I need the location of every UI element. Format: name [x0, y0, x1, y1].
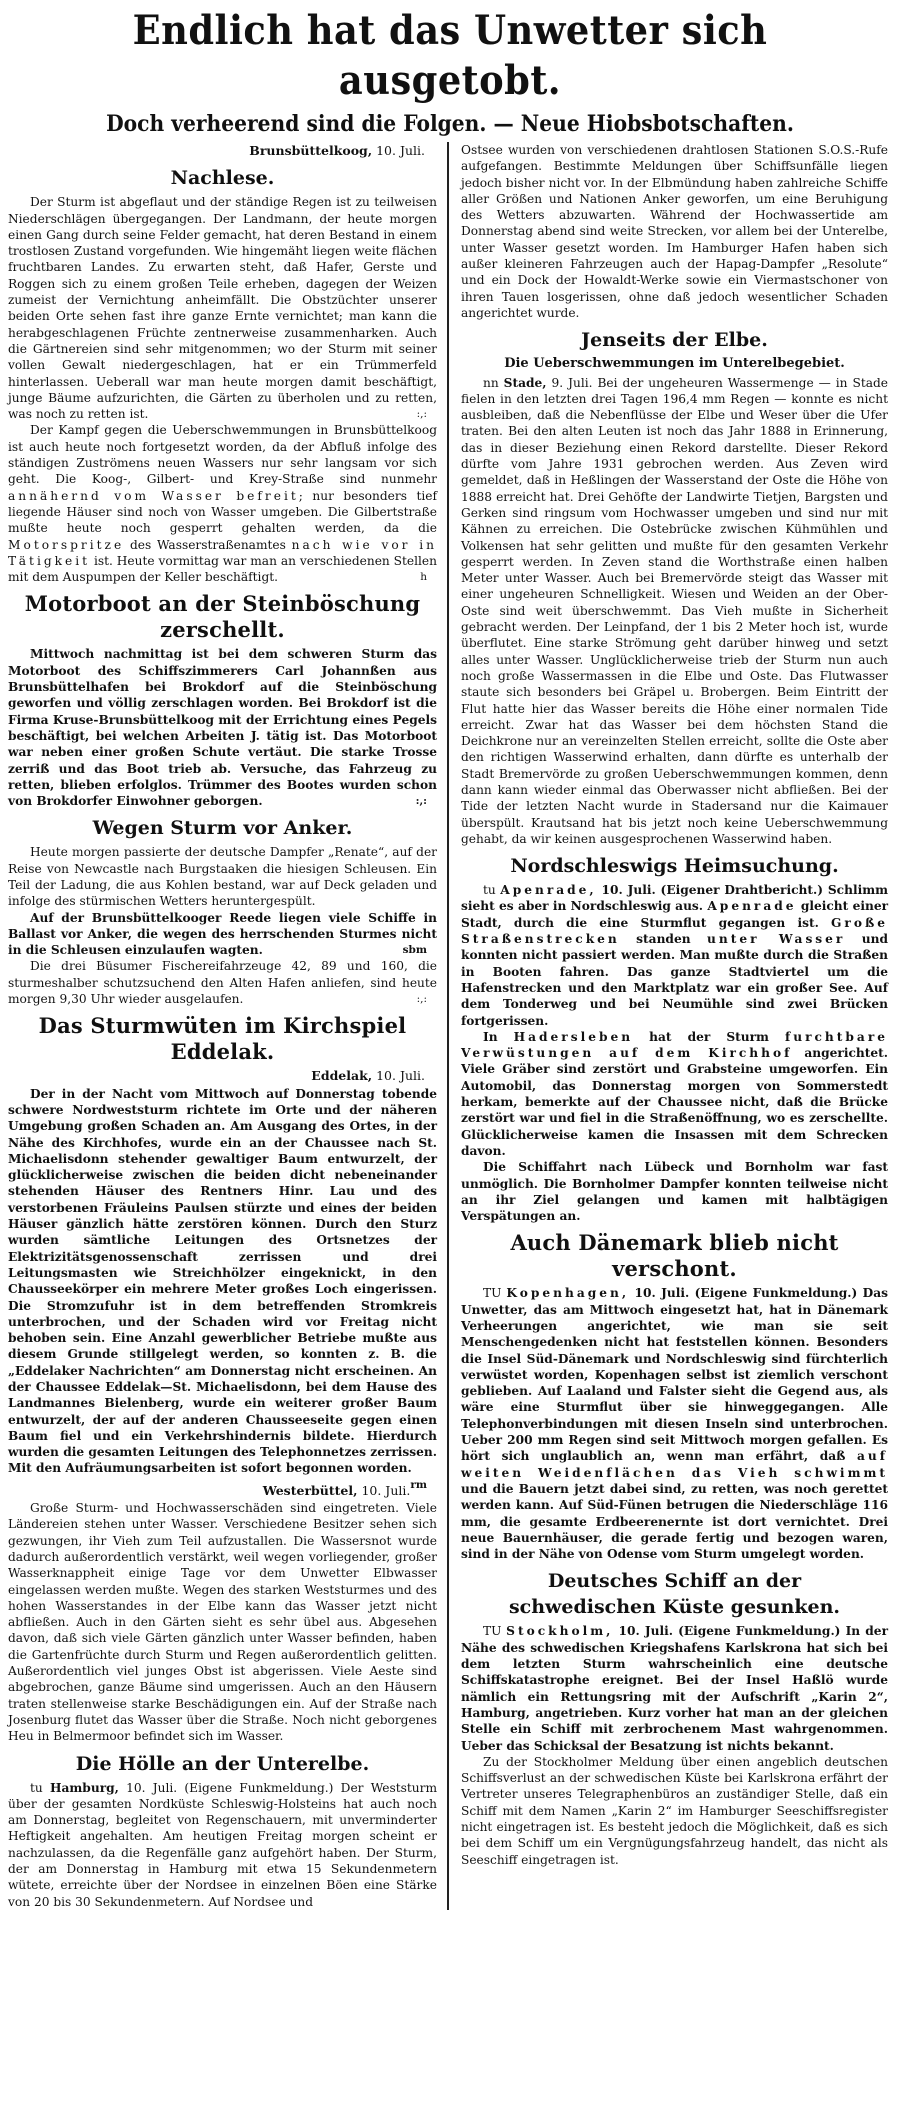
- lead-place: Stockholm,: [506, 1624, 614, 1639]
- article-wegen-sturm: [8, 815, 437, 1007]
- article-title: Die Hölle an der Unterelbe.: [75, 1752, 370, 1775]
- author-mark: :,:: [416, 408, 427, 421]
- emphasis-text: annähernd vom Wasser befreit: [8, 488, 299, 503]
- article-title: Deutsches Schiff an der schwedischen Küste gesunken.: [508, 1570, 841, 1619]
- paragraph-text: Der in der Nacht vom Mittwoch auf Donnerstag tobende schwere Nordweststurm richtete im Orte und der näheren Umgebung großen Schaden an. Am Ausgang des Ortes, in der Nähe des Kirchhofes, wurde ein an der Chaussee nach St. Michaelisdonn stehender gewaltiger Baum entwurzelt, der glücklicherweise zwischen die beiden dicht nebeneinander stehenden Häuser des Rentners Hinr. Lau und des verstorbenen Fräuleins Paulsen stürzte und eines der beiden Häuser gänzlich hätte zerstören können. Durch den Sturz wurden sämtliche Leitungen des Ortsnetzes der Elektrizitätsgenossenschaft zerrissen und drei Leitungsmasten wie Streichhölzer eingeknickt, in den Chausseekörper ein mehrere Meter großes Loch eingerissen. Die Stromzufuhr ist in dem betreffenden Stromkreis unterbrochen, und der Schaden wird vor Freitag nicht behoben sein. Eine Anzahl gewerblicher Betriebe mußte aus diesem Grunde stillgelegt werden, so konnten z. B. die „Eddelaker Nachrichten“ am Donnerstag nicht erscheinen. An der Chaussee Eddelak—St. Michaelisdonn, bei dem Hause des Landmannes Bielenberg, wurde ein weiterer großer Baum entwurzelt, der auf der anderen Chausseeseite gegen einen Baum fiel und ein Verkehrshindernis bildete. Hierdurch wurden die gesamten Leitungen des Telephonnetzes zerrissen. Mit den Aufräumungsarbeiten ist sofort begonnen worden.: [8, 1086, 437, 1476]
- lead-place: Kopenhagen,: [506, 1286, 630, 1301]
- dateline-eddelak: [8, 1068, 437, 1084]
- paragraph-text: standen: [619, 932, 707, 947]
- author-mark: h: [420, 571, 427, 584]
- article-title: Nordschleswigs Heimsuchung.: [510, 855, 839, 878]
- masthead: [8, 0, 892, 138]
- article-title: Wegen Sturm vor Anker.: [92, 817, 353, 840]
- article-title: Auch Dänemark blieb nicht verschont.: [510, 1230, 839, 1282]
- paragraph-text: Auf der Brunsbüttelkooger Reede liegen viele Schiffe in Ballast vor Anker, die wegen des herrschenden Sturmes nicht in die Schleusen einzulaufen wagten.: [8, 910, 437, 958]
- paragraph-text: und die Bauern jetzt dabei sind, zu retten, was noch gerettet werden kann. Auf Süd-Fünen betrugen die Niederschläge 116 mm, die gesamte Erdbeerenernte ist dort vernichtet. Drei neue Bauernhäuser, die gerade fertig und bezogen waren, sind in der Nähe von Odense vom Sturm umgelegt worden.: [461, 1481, 888, 1562]
- article-paragraph: [461, 375, 888, 848]
- column-divider: [447, 142, 449, 1910]
- article-paragraph: [8, 422, 437, 585]
- article-nordschleswig: [461, 853, 888, 1224]
- dateline-westerbuettel: [8, 1483, 437, 1499]
- paragraph-text: In der Nähe des schwedischen Kriegshafens Karlskrona hat sich bei dem letzten Sturm wahrscheinlich eine deutsche Schiffskatastrophe ereignet. Bei der Insel Haßlö wurde nämlich ein Rettungsring mit der Aufschrift „Karin 2“, Hamburg, angetrieben. Kurz vorher hat man an der gleichen Stelle ein Schiff mit zerbrochenem Mast wahrgenommen. Ueber das Schicksal der Besatzung ist nichts bekannt.: [461, 1624, 888, 1753]
- agency-mark: nn: [483, 375, 504, 390]
- emphasis-text: furchtbare Verwüstungen auf dem Kirchhof: [461, 1029, 888, 1061]
- paragraph-text: Die drei Büsumer Fischereifahrzeuge 42, 89 und 160, die sturmeshalber schutzsuchend den Alten Hafen anliefen, sind heute morgen 9,30 Uhr wieder ausgelaufen.: [8, 959, 437, 1007]
- lead-date: 10. Juli. (Eigene Funkmeldung.): [118, 1780, 341, 1795]
- lead-date: 9. Juli.: [546, 375, 598, 390]
- agency-mark: TU: [483, 1624, 507, 1639]
- paragraph-text: ist. Heute vormittag war man an verschiedenen Stellen mit dem Auspumpen der Keller beschäftigt.: [8, 553, 437, 585]
- dateline-date: 10. Juli.: [361, 1482, 411, 1498]
- article-title: Das Sturmwüten im Kirchspiel Eddelak.: [38, 1013, 407, 1065]
- paragraph-text: In: [483, 1029, 514, 1044]
- article-daenemark: [461, 1230, 888, 1562]
- paragraph-text: angerichtet. Viele Gräber sind zerstört und Grabsteine umgeworfen. Ein Automobil, das Donnerstag morgen von Sommerstedt herkam, bemerkte auf der Chaussee nicht, daß die Brücke zerstört war und fiel in die Straßenöffnung, wo es zerschellte. Glücklicherweise kamen die Insassen mit dem Schrecken davon.: [461, 1046, 888, 1158]
- article-paragraph: [8, 1780, 437, 1910]
- article-paragraph-continued: Ostsee wurden von verschiedenen drahtlosen Stationen S.O.S.-Rufe aufgefangen. Bestimmte Meldungen über Schiffsunfälle liegen jedoch bisher nicht vor. In der Elbmündung haben zahlreiche Schiffe aller Größen und Nationen Anker geworfen, um eine Beruhigung des Wetters abzuwarten. Während der Hochwassertide am Donnerstag abend sind weite Strecken, vor allem bei der Unterelbe, unter Wasser gesetzt worden. Im Hamburger Hafen haben sich außer kleineren Fahrzeugen auch der Hapag-Dampfer „Resolute“ und ein Dock der Howaldt-Werke sowie ein Viermastschoner von ihren Tauen losgerissen, ohne daß jedoch wesentlicher Schaden angerichtet wurde.: [461, 143, 888, 320]
- dateline-date: 10. Juli.: [376, 143, 425, 158]
- agency-mark: tu: [483, 883, 501, 898]
- author-mark: sbm: [402, 944, 427, 957]
- article-paragraph: Große Sturm- und Hochwasserschäden sind eingetreten. Viele Ländereien stehen unter Wasser. Verschiedene Besitzer sehen sich gezwungen, ihr Vieh zum Teil aufzustallen. Die Wassersnot wurde dadurch außerordentlich verstärkt, weil wegen vorliegender, großer Wasserknappheit einige Tage vor dem Unwetter Elbwasser eingelassen werden mußte. Wegen des starken Weststurmes und des hohen Wasserstandes in der Elbe kann das Wasser jetzt nicht abfließen. Auch in den Gärten sieht es sehr übel aus. Abgesehen davon, daß sich viele Gärten gänzlich unter Wasser befinden, haben die Gartenfrüchte durch Sturm und Regen außerordentlich gelitten. Außerordentlich viel junges Obst ist abgerissen. Viele Aeste sind abgebrochen, ganze Bäume sind umgerissen. Auch an den Häusern traten stellenweise starke Beschädigungen ein. Auf der Straße nach Josenburg flutet das Wasser über die Straße. Noch nicht geborgenes Heu in Belmermoor befindet sich im Wasser.: [8, 1501, 437, 1744]
- paragraph-text: Der Kampf gegen die Ueberschwemmungen in Brunsbüttelkoog ist auch heute noch fortgesetzt worden, da der Abfluß infolge des ständigen Zuströmens neuen Wassers nur sehr langsam vor sich geht. Die Koog-, Gilbert- und Krey-Straße sind nunmehr: [8, 423, 437, 487]
- article-westerbuettel: [8, 1483, 437, 1745]
- author-mark: :,:: [415, 795, 427, 808]
- article-hoelle: [8, 1751, 437, 1910]
- article-subtitle: Die Ueberschwemmungen im Unterelbegebiet.: [504, 356, 845, 372]
- emphasis-text: auf weiten Weidenflächen das Vieh schwimmt: [461, 1449, 888, 1480]
- right-column: [451, 142, 888, 1910]
- article-paragraph: Heute morgen passierte der deutsche Dampfer „Renate“, auf der Reise von Newcastle nach Burgstaaken die hiesigen Schleusen. Ein Teil der Ladung, die aus Kohlen bestand, war auf Deck geladen und infolge des stürmischen Wetters heruntergespült.: [8, 845, 437, 909]
- paragraph-text: und konnten nicht passiert werden. Man mußte durch die Straßen in Booten fahren. Das ganze Stadtviertel um die Hafenstrecken und den Marktplatz war ein großer See. Auf dem Tonderweg und bei Neumühle sind zwei Brücken fortgerissen.: [461, 932, 888, 1028]
- lead-date: 10. Juli. (Eigene Funkmeldung.): [629, 1286, 863, 1301]
- dateline-place: Brunsbüttelkoog,: [249, 143, 373, 158]
- paragraph-text: ; nur besonders tief liegende Häuser sind noch von Wasser umgeben. Die Gilbertstraße mußte heute noch gesperrt gehalten werden, da die: [8, 488, 438, 536]
- emphasis-text: nach wie vor in Tätigkeit: [8, 537, 437, 568]
- article-jenseits: [461, 327, 888, 847]
- emphasis-text: Apenrade: [707, 899, 797, 914]
- lead-date: 10. Juli. (Eigener Drahtbericht.): [596, 883, 828, 898]
- left-column: [8, 142, 445, 1910]
- paragraph-text: gleicht einer Stadt, durch die eine Sturmflut gegangen ist.: [461, 899, 888, 930]
- lead-date: 10. Juli. (Eigene Funkmeldung.): [613, 1624, 846, 1639]
- emphasis-text: Hadersleben: [513, 1029, 634, 1044]
- dateline-place: Westerbüttel,: [262, 1482, 358, 1498]
- article-paragraph: Die Schiffahrt nach Lübeck und Bornholm war fast unmöglich. Die Bornholmer Dampfer konnten teilweise nicht an ihr Ziel gelangen und kamen mit halbtägigen Verspätungen an.: [461, 1160, 888, 1224]
- article-schiff: [461, 1568, 888, 1867]
- agency-mark: TU: [483, 1286, 507, 1301]
- author-mark: :,:: [416, 993, 427, 1006]
- article-paragraph: [461, 1029, 888, 1159]
- article-paragraph: [8, 646, 437, 809]
- author-mark: rm: [410, 1478, 427, 1491]
- lead-place: Hamburg,: [50, 1780, 119, 1795]
- article-paragraph: [8, 958, 437, 1007]
- paragraph-text: Schlimm sieht es aber in Nordschleswig aus.: [461, 883, 889, 914]
- emphasis-text: unter Wasser: [706, 932, 846, 947]
- article-paragraph: [461, 1623, 888, 1753]
- paragraph-text: hat der Sturm: [633, 1029, 785, 1044]
- dateline-date: 10. Juli.: [376, 1068, 425, 1084]
- article-paragraph: [461, 882, 888, 1029]
- dateline-brunsbuettelkoog: [8, 143, 437, 159]
- dateline-place: Eddelak,: [311, 1068, 373, 1084]
- article-title: Nachlese.: [170, 167, 275, 190]
- article-nachlese: [8, 165, 437, 585]
- article-paragraph: [8, 194, 437, 422]
- article-paragraph: Zu der Stockholmer Meldung über einen angeblich deutschen Schiffsverlust an der schwedischen Küste bei Karlskrona erfährt der Vertreter unseres Telegraphenbüros an zuständiger Stelle, daß ein Schiff mit dem Namen „Karin 2“ im Hamburger Seeschiffsregister nicht eingetragen ist. Es besteht jedoch die Möglichkeit, daß es sich bei dem Schiff um ein Vergnügungsfahrzeug handelt, das nicht als Seeschiff eingetragen ist.: [461, 1754, 888, 1867]
- paragraph-text: Der Weststurm über der gesamten Nordküste Schleswig-Holsteins hat auch noch am Donnerstag, begleitet von Regenschauern, mit unverminderter Heftigkeit angehalten. Am heutigen Freitag morgen scheint er nachzulassen, da die Regenfälle ganz aufgehört haben. Der Sturm, der am Donnerstag in Hamburg mit etwa 15 Sekundenmetern wütete, erreichte über der Nordsee in einzelnen Böen eine Stärke von 20 bis 30 Sekundenmetern. Auf Nordsee und: [8, 1780, 438, 1909]
- article-columns: [8, 142, 892, 1910]
- lead-place: Stade,: [503, 375, 547, 390]
- article-title: Motorboot an der Steinböschung zerschellt.: [24, 591, 421, 643]
- article-paragraph: [461, 1285, 888, 1562]
- page-headline: Endlich hat das Unwetter sich ausgetobt.: [132, 7, 768, 104]
- agency-mark: tu: [30, 1780, 50, 1795]
- paragraph-text: Das Unwetter, das am Mittwoch eingesetzt hat, hat in Dänemark Verheerungen angerichtet, wie man sie seit Menschengedenken nicht hat feststellen können. Besonders die Insel Süd-Dänemark und Nordschleswig sind fürchterlich verwüstet worden, Kopenhagen selbst ist ziemlich verschont geblieben. Auf Laaland und Falster sieht die Gegend aus, als wäre eine Sturmflut über sie hinweggegangen. Alle Telephonverbindungen mit diesen Inseln sind unterbrochen. Ueber 200 mm Regen sind seit Mittwoch morgen gefallen. Es hört sich unglaublich an, wenn man erfährt, daß: [461, 1286, 888, 1464]
- article-title: Jenseits der Elbe.: [581, 329, 768, 352]
- page-subheadline: Doch verheerend sind die Folgen. — Neue Hiobsbotschaften.: [106, 111, 794, 137]
- emphasis-text: Große Straßenstrecken: [461, 915, 888, 947]
- emphasis-text: Motorspritze: [8, 537, 125, 552]
- paragraph-text: des Wasserstraßenamtes: [124, 537, 292, 552]
- paragraph-text: Mittwoch nachmittag ist bei dem schweren Sturm das Motorboot des Schiffszimmerers Carl Johannßen aus Brunsbüttelhafen bei Brokdorf auf die Steinböschung geworfen und völlig zerschlagen worden. Bei Brokdorf ist die Firma Kruse-Brunsbüttelkoog mit der Errichtung eines Pegels beschäftigt, bei welchen Arbeiten J. tätig ist. Das Motorboot war neben einer großen Schute vertäut. Die starke Trosse zerriß und das Boot trieb ab. Versuche, das Fahrzeug zu retten, blieben erfolglos. Trümmer des Bootes wurden schon von Brokdorfer Einwohner geborgen.: [8, 647, 437, 809]
- article-motorboot: [8, 591, 437, 809]
- article-paragraph: [8, 910, 437, 959]
- lead-place: Apenrade,: [500, 883, 597, 898]
- paragraph-text: Der Sturm ist abgeflaut und der ständige Regen ist zu teilweisen Niederschlägen übergegangen. Der Landmann, der heute morgen einen Gang durch seine Felder gemacht, hat deren Bestand in einem trostlosen Zustand vorgefunden. Wie hingemäht liegen weite flächen fruchtbaren Landes. Zu erwarten steht, daß Hafer, Gerste und Roggen sich zu einem großen Teile erheben, dagegen der Weizen zumeist der Vernichtung anheimfällt. Die Obstzüchter unserer beiden Orte sehen fast ihre ganze Ernte vernichtet; man kann die herabgeschlagenen Früchte zentnerweise zusammenharken. Auch die Gärtnereien sind sehr mitgenommen; wo der Sturm mit seiner vollen Gewalt niedergeschlagen, hat er ein Trümmerfeld hinterlassen. Ueberall war man heute morgen damit beschäftigt, junge Bäume aufzurichten, die Gärten zu überholen und zu retten, was noch zu retten ist.: [8, 195, 437, 422]
- paragraph-text: Bei der ungeheuren Wassermenge — in Stade fielen in den letzten drei Tagen 196,4 mm Regen — konnte es nicht ausbleiben, daß die Nebenflüsse der Elbe und Weser über die Ufer traten. Bei den alten Leuten ist noch das Jahr 1888 in Erinnerung, das in dieser Beziehung einen Rekord darstellte. Dieser Rekord dürfte vom Jahre 1931 gebrochen werden. Aus Zeven wird gemeldet, daß in Heßlingen der Wasserstand der Oste die Höhe von 1888 erreicht hat. Drei Gehöfte der Landwirte Tietjen, Bargsten und Gerken sind ringsum vom Hochwasser umgeben und sind nur mit Kähnen zu erreichen. Die Ostebrücke zwischen Kühmühlen und Volkensen hat sehr gelitten und mußte für den gesamten Verkehr gesperrt werden. In Zeven stand die Worthstraße einen halben Meter unter Wasser. Auch bei Bremervörde steigt das Wasser mit einer ungeheuren Schnelligkeit. Wiesen und Weiden an der Ober-Oste sind weit überschwemmt. Das Vieh mußte in Sicherheit gebracht werden. Der Leinpfand, der 1 bis 2 Meter hoch ist, wurde überflutet. Eine starke Strömung geht darüber hinweg und setzt alles unter Wasser. Unglücklicherweise trieb der Sturm nun auch noch große Wassermassen in die Elbe und Oste. Das Flutwasser staute sich besonders bei Gräpel u. Brobergen. Beim Eintritt der Flut hatte hier das Wasser bereits die Höhe einer normalen Tide erreicht. Zwar hat das Wasser bei dem höchsten Stand die Deichkrone nur an vereinzelten Stellen erreicht, sollte die Oste aber den richtigen Wasserwind erhalten, dann dürfte es unterhalb der Stadt Bremervörde zu großen Ueberschwemmungen kommen, denn dann kann wieder einmal das Oberwasser nicht abfließen. Bei der Tide der letzten Nacht wurde in Stadersand nur die Kaimauer überspült. Krautsand hat bis jetzt noch keine Ueberschwemmung gehabt, da wir keinen ausgesprochenen Wasserwind haben.: [461, 375, 889, 846]
